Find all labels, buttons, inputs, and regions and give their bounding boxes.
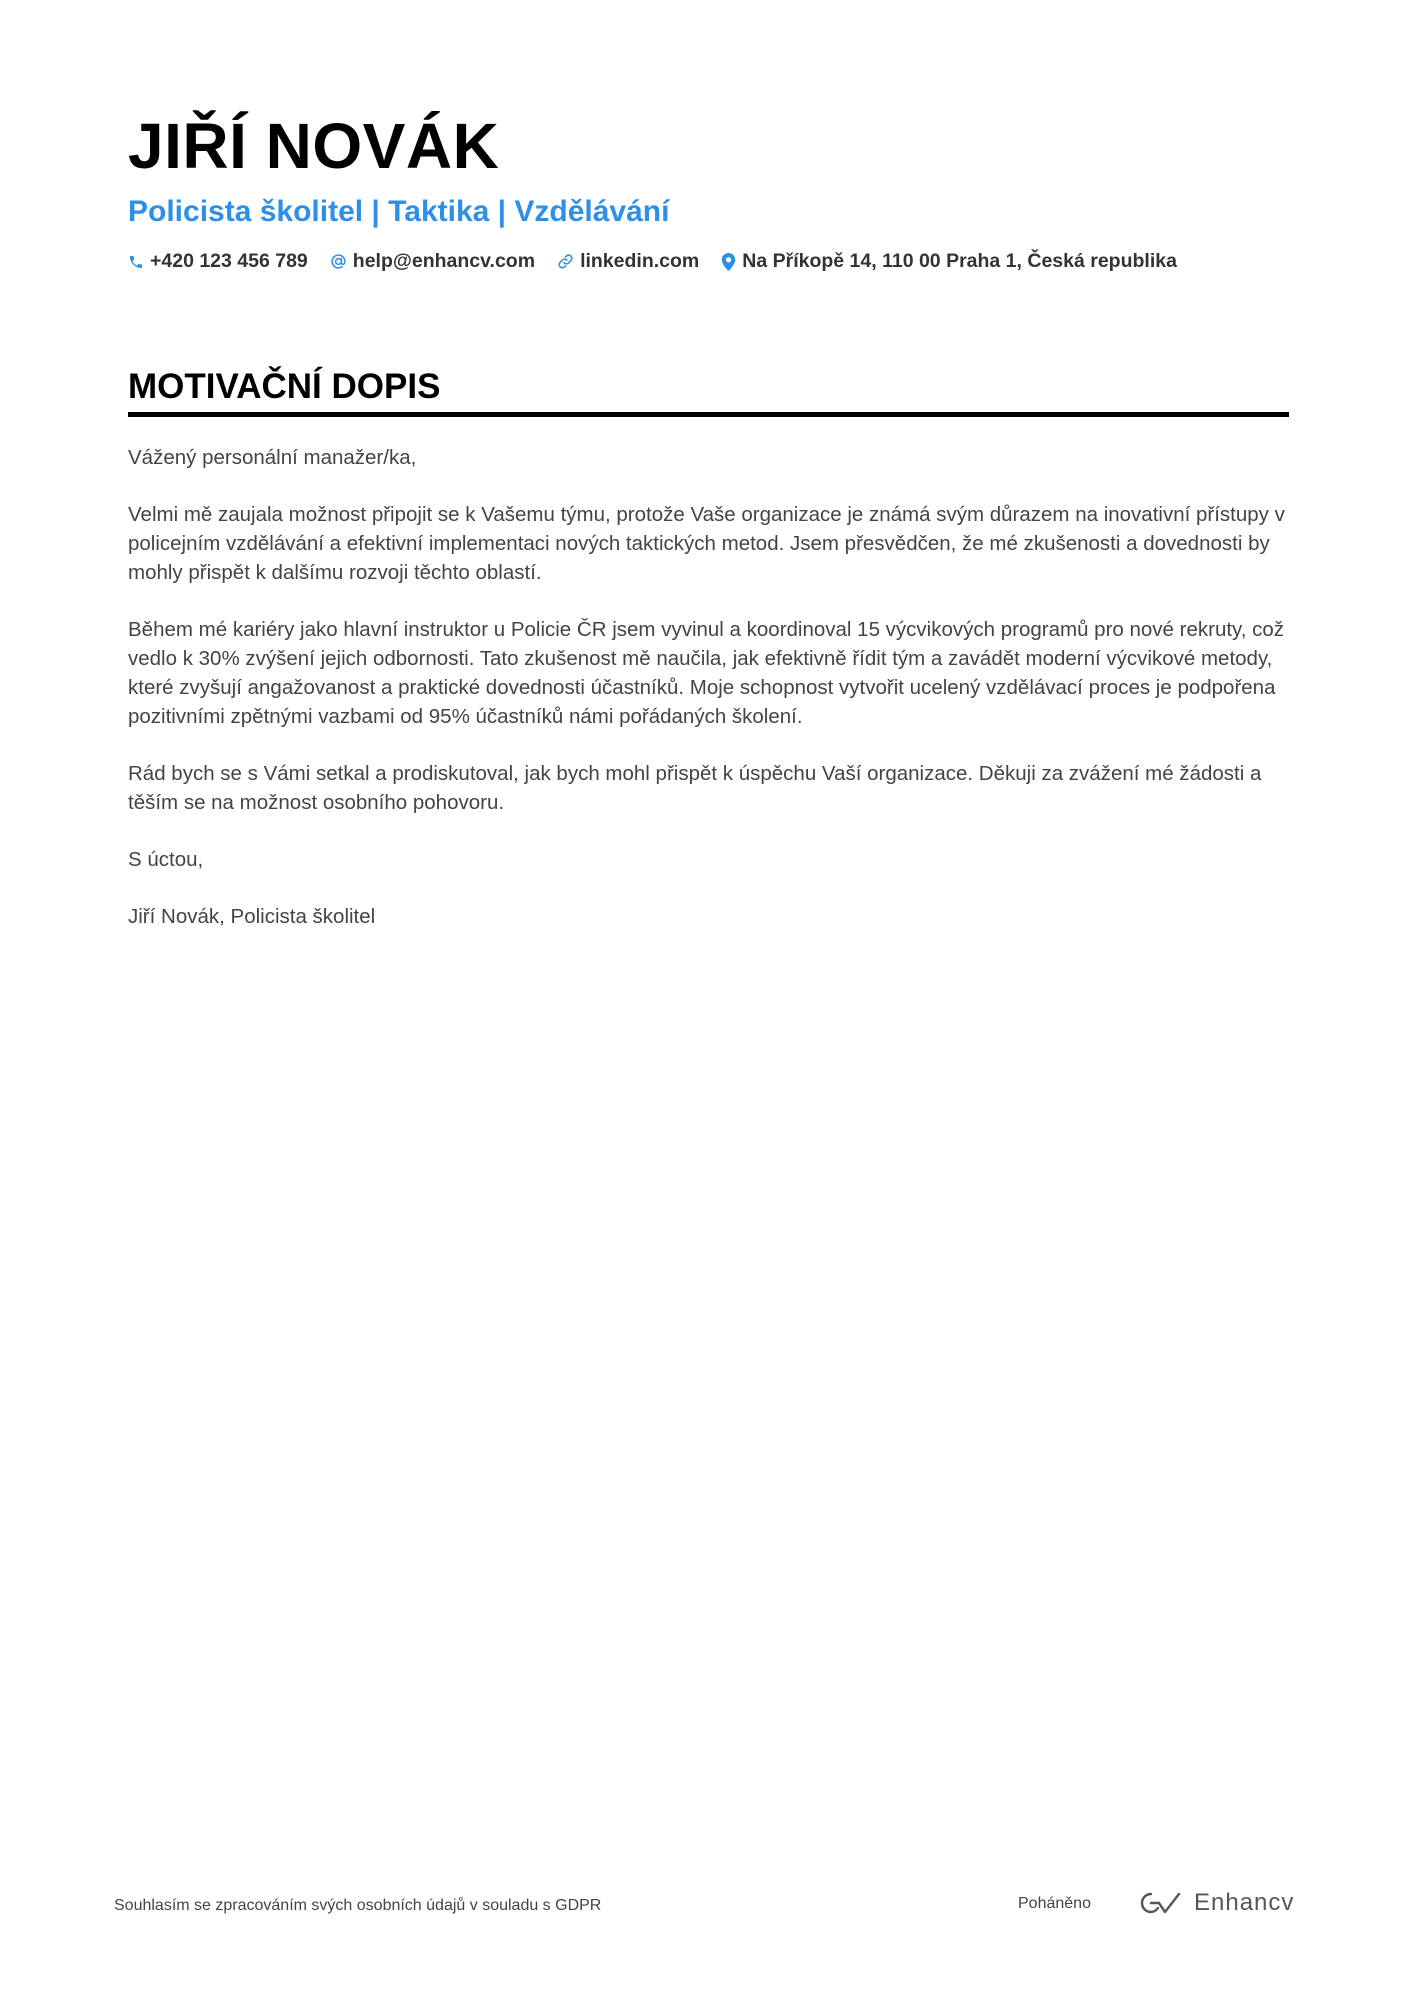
letter-paragraph: Velmi mě zaujala možnost připojit se k Vašemu týmu, protože Vaše organizace je známá svým důrazem na inovativní přístupy v policejním vzdělávání a efektivní implementaci nových taktických metod. Jsem přesvědčen, že mé zkušenosti a dovednosti by mohly přispět k dalšímu rozvoji těchto oblastí. xyxy=(128,503,1285,584)
brand-logo[interactable] xyxy=(1138,1889,1294,1917)
linkedin-text: linkedin.com xyxy=(580,250,700,272)
enhancv-logo-icon xyxy=(1138,1890,1184,1916)
section-divider xyxy=(128,412,1289,417)
letter-paragraph: Během mé kariéry jako hlavní instruktor u Policie ČR jsem vyvinul a koordinoval 15 výcvikových programů pro nové rekruty, což vedlo k 30% zvýšení jejich odbornosti. Tato zkušenost mě naučila, jak efektivně řídit tým a zavádět moderní výcvikové metody, které zvyšují angažovanost a praktické dovednosti účastníků. Moje schopnost vytvořit ucelený vzdělávací proces je podpořena pozitivními zpětnými vazbami od 95% účastníků námi pořádaných školení. xyxy=(128,618,1285,728)
powered-by-label: Poháněno xyxy=(1018,1895,1091,1912)
address-text: Na Příkopě 14, 110 00 Praha 1, Česká republika xyxy=(742,250,1177,272)
contact-linkedin[interactable] xyxy=(557,250,699,273)
section-title: MOTIVAČNÍ DOPIS xyxy=(128,367,441,406)
email-text: help@enhancv.com xyxy=(352,250,536,272)
candidate-name: JIŘÍ NOVÁK xyxy=(128,110,500,182)
letter-signature: Jiří Novák, Policista školitel xyxy=(128,905,376,928)
location-pin-icon xyxy=(721,253,736,271)
letter-salutation: Vážený personální manažer/ka, xyxy=(128,446,417,469)
gdpr-consent: Souhlasím se zpracováním svých osobních údajů v souladu s GDPR xyxy=(114,1897,602,1914)
footer xyxy=(114,1889,1295,1923)
header xyxy=(128,108,1288,273)
candidate-role: Policista školitel | Taktika | Vzdělávání xyxy=(128,195,670,228)
letter-paragraph: Rád bych se s Vámi setkal a prodiskutoval, jak bych mohl přispět k úspěchu Vaší organizace. Děkuji za zvážení mé žádosti a těším se na možnost osobního pohovoru. xyxy=(128,762,1262,814)
contact-email[interactable] xyxy=(330,250,535,273)
link-icon xyxy=(557,253,574,270)
letter-body xyxy=(128,443,1289,931)
at-icon xyxy=(330,253,347,270)
contact-bar xyxy=(128,250,1288,273)
letter-closing: S úctou, xyxy=(128,848,204,871)
phone-icon xyxy=(128,254,144,270)
contact-phone[interactable] xyxy=(128,250,308,273)
brand-name: Enhancv xyxy=(1194,1889,1295,1916)
cover-letter-section xyxy=(128,366,1289,959)
contact-address xyxy=(721,250,1177,273)
phone-text: +420 123 456 789 xyxy=(150,250,308,272)
